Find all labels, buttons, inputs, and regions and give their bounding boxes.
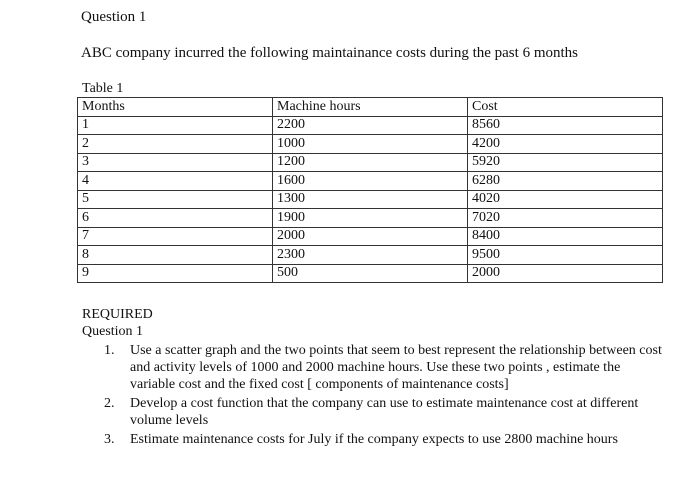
- cell-month: 4: [78, 172, 273, 191]
- cell-cost: 8560: [468, 116, 663, 135]
- cell-machine-hours: 1600: [273, 172, 468, 191]
- table-caption: Table 1: [82, 81, 124, 96]
- cell-cost: 6280: [468, 172, 663, 191]
- cell-month: 2: [78, 135, 273, 154]
- cell-machine-hours: 2000: [273, 227, 468, 246]
- cell-cost: 5920: [468, 153, 663, 172]
- table-row: [78, 264, 663, 283]
- required-subheading: Question 1: [82, 324, 144, 339]
- cell-machine-hours: 1300: [273, 190, 468, 209]
- table-row: [78, 209, 663, 228]
- task-list: [104, 342, 664, 450]
- cell-month: 5: [78, 190, 273, 209]
- cell-machine-hours: 1200: [273, 153, 468, 172]
- table-row: [78, 116, 663, 135]
- cell-month: 7: [78, 227, 273, 246]
- cell-cost: 4200: [468, 135, 663, 154]
- task-text: Estimate maintenance costs for July if the company expects to use 2800 machine hours: [130, 432, 618, 447]
- task-item: [104, 342, 664, 393]
- table-row: [78, 172, 663, 191]
- task-text: Use a scatter graph and the two points that seem to best represent the relationship between cost and activity levels of 1000 and 2000 machine hours. Use these two points , estimate the variable cost and the fixed cost [ components of maintenance costs]: [130, 343, 662, 392]
- cell-month: 8: [78, 246, 273, 265]
- task-text: Develop a cost function that the company can use to estimate maintenance cost at different volume levels: [130, 396, 639, 428]
- cell-cost: 2000: [468, 264, 663, 283]
- table-row: [78, 190, 663, 209]
- cell-machine-hours: 1000: [273, 135, 468, 154]
- cell-machine-hours: 2200: [273, 116, 468, 135]
- header-months: Months: [78, 98, 273, 117]
- cell-machine-hours: 500: [273, 264, 468, 283]
- cell-cost: 9500: [468, 246, 663, 265]
- task-number: 2.: [104, 396, 115, 411]
- table-row: [78, 227, 663, 246]
- header-cost: Cost: [468, 98, 663, 117]
- maintenance-cost-table: [77, 97, 663, 283]
- task-number: 1.: [104, 343, 115, 358]
- cell-cost: 8400: [468, 227, 663, 246]
- task-item: [104, 431, 664, 448]
- task-item: [104, 395, 664, 429]
- question-heading: Question 1: [81, 9, 147, 25]
- cell-month: 6: [78, 209, 273, 228]
- cell-machine-hours: 1900: [273, 209, 468, 228]
- cell-month: 1: [78, 116, 273, 135]
- cell-machine-hours: 2300: [273, 246, 468, 265]
- table-header-row: [78, 98, 663, 117]
- cell-month: 3: [78, 153, 273, 172]
- required-label: REQUIRED: [82, 307, 153, 322]
- cell-month: 9: [78, 264, 273, 283]
- table-row: [78, 135, 663, 154]
- intro-text: ABC company incurred the following maintainance costs during the past 6 months: [81, 45, 578, 61]
- task-number: 3.: [104, 432, 115, 447]
- cell-cost: 4020: [468, 190, 663, 209]
- cell-cost: 7020: [468, 209, 663, 228]
- table-row: [78, 246, 663, 265]
- header-machine-hours: Machine hours: [273, 98, 468, 117]
- table-row: [78, 153, 663, 172]
